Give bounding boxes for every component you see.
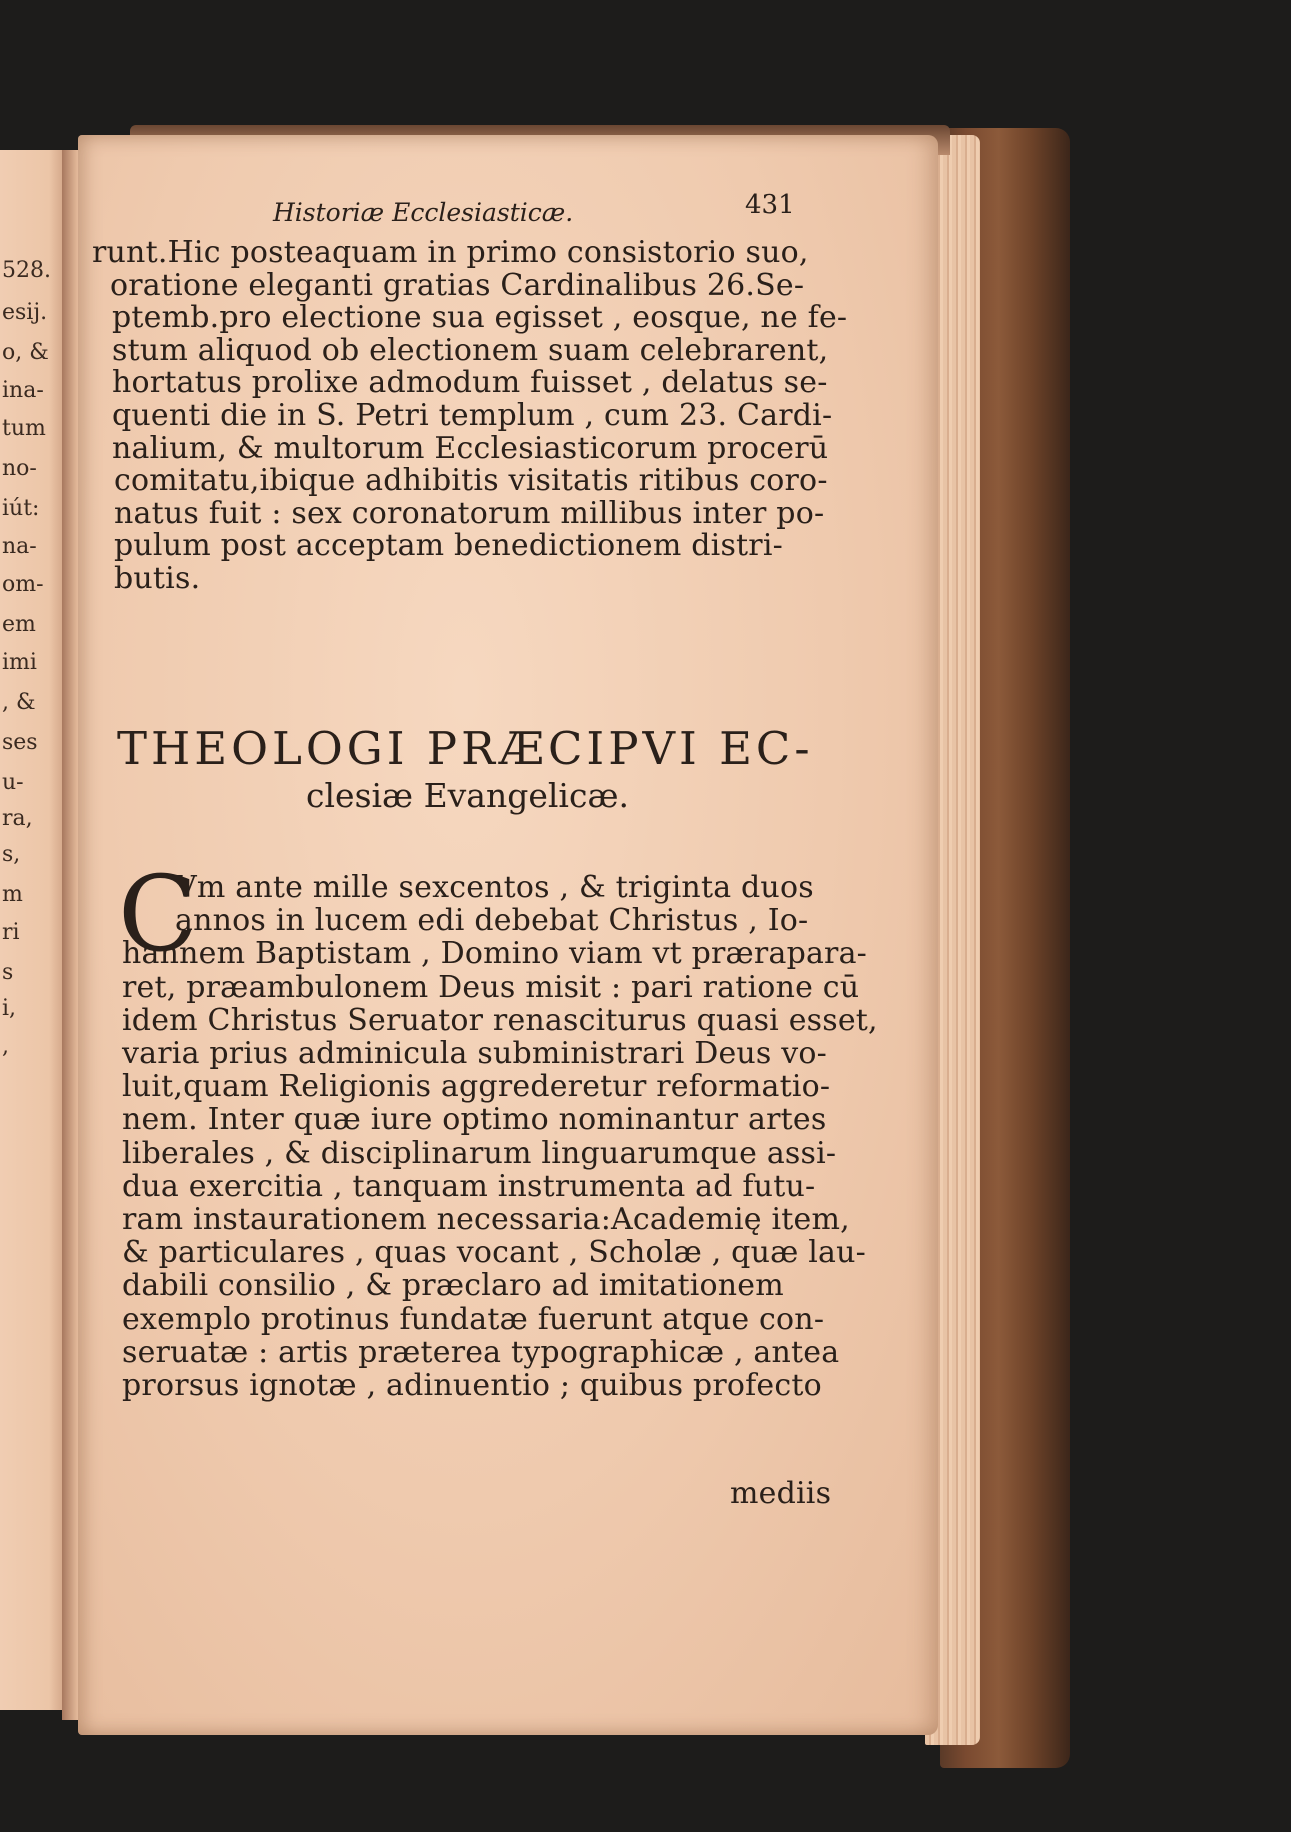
left-page-fragment: s, bbox=[2, 842, 21, 867]
text-line: ret, præambulonem Deus misit : pari ratione cū bbox=[122, 969, 860, 1005]
text-line: prorsus ignotæ , adinuentio ; quibus profecto bbox=[122, 1368, 822, 1403]
left-page-fragment: tum bbox=[2, 416, 46, 441]
left-page-fragment: i, bbox=[2, 996, 17, 1021]
text-line: stum aliquod ob electionem suam celebrarent, bbox=[112, 332, 829, 368]
left-page-fragment: ses bbox=[2, 730, 38, 755]
text-line: hannem Baptistam , Domino viam vt prærapara- bbox=[122, 936, 868, 972]
left-page-fragment: s bbox=[2, 960, 14, 985]
text-line: natus fuit : sex coronatorum millibus inter po- bbox=[114, 495, 825, 531]
left-page-fragment: imi bbox=[2, 650, 37, 675]
text-line: hortatus prolixe admodum fuisset , delatus se- bbox=[112, 365, 828, 401]
text-line: luit,quam Religionis aggrederetur reformatio- bbox=[122, 1069, 831, 1105]
text-line: dabili consilio , & præclaro ad imitationem bbox=[122, 1268, 784, 1304]
page-number: 431 bbox=[745, 190, 795, 220]
text-line: nem. Inter quæ iure optimo nominantur artes bbox=[122, 1102, 827, 1138]
left-page-fragment: u- bbox=[2, 770, 24, 795]
text-line: & particulares , quas vocant , Scholæ , quæ lau- bbox=[122, 1235, 866, 1271]
left-page-fragment: iút: bbox=[2, 496, 40, 521]
text-line: varia prius adminicula subministrari Deus vo- bbox=[122, 1036, 828, 1071]
text-line: exemplo protinus fundatæ fuerunt atque con- bbox=[122, 1301, 825, 1337]
left-page-fragment: om- bbox=[2, 572, 44, 597]
left-page-fragment: ra, bbox=[2, 806, 33, 831]
left-page-fragment: m bbox=[2, 882, 23, 907]
section-heading-line-2: clesiæ Evangelicæ. bbox=[306, 776, 629, 815]
left-page-fragment: esij. bbox=[2, 300, 48, 325]
text-line: pulum post acceptam benedictionem distri- bbox=[114, 528, 783, 564]
text-line: comitatu,ibique adhibitis visitatis ritibus coro- bbox=[114, 463, 828, 499]
text-line: ptemb.pro electione sua egisset , eosque, ne fe- bbox=[112, 300, 848, 336]
text-line: quenti die in S. Petri templum , cum 23. Cardi- bbox=[112, 398, 833, 433]
left-page-fragment: em bbox=[2, 612, 36, 637]
left-page-fragment: no- bbox=[2, 456, 37, 481]
text-line: ram instaurationem necessaria:Academię item, bbox=[122, 1202, 850, 1237]
catchword: mediis bbox=[730, 1476, 832, 1511]
text-line: annos in lucem edi debebat Christus , Io- bbox=[175, 903, 809, 939]
running-title: Historiæ Ecclesiasticæ. bbox=[273, 198, 574, 227]
text-line: idem Christus Seruator renasciturus quasi esset, bbox=[122, 1002, 878, 1038]
left-page-fragment: , & bbox=[2, 690, 36, 715]
left-page-fragment: ri bbox=[2, 920, 20, 945]
drop-cap: C bbox=[118, 853, 198, 975]
section-heading-line-1: THEOLOGI PRÆCIPVI EC- bbox=[117, 722, 814, 775]
left-page-fragment: na- bbox=[2, 534, 37, 559]
left-page-fragment: , bbox=[2, 1034, 9, 1059]
left-page-fragment: ina- bbox=[2, 378, 44, 403]
left-page-fragment: 528. bbox=[2, 258, 51, 283]
text-line: seruatæ : artis præterea typographicæ , antea bbox=[122, 1334, 840, 1370]
text-line: liberales , & disciplinarum linguarumque assi- bbox=[122, 1135, 837, 1171]
text-line: nalium, & multorum Ecclesiasticorum procerū bbox=[112, 430, 829, 466]
text-line: runt.Hic posteaquam in primo consistorio suo, bbox=[92, 235, 809, 270]
text-line: Vm ante mille sexcentos , & triginta duos bbox=[175, 870, 814, 905]
text-line: butis. bbox=[114, 561, 201, 596]
text-line: oratione eleganti gratias Cardinalibus 26.Se- bbox=[110, 267, 805, 303]
left-page-fragment: o, & bbox=[2, 340, 49, 365]
text-line: dua exercitia , tanquam instrumenta ad futu- bbox=[122, 1168, 816, 1204]
